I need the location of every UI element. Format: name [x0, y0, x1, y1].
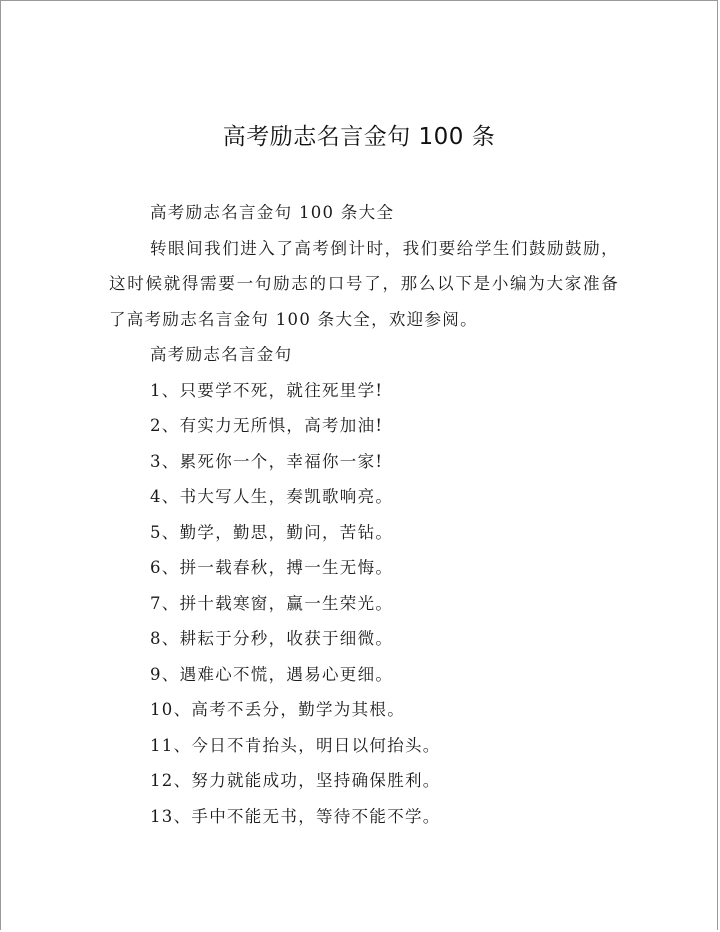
- quote-item: 11、今日不肯抬头，明日以何抬头。: [150, 735, 441, 755]
- quote-item: 3、累死你一个，幸福你一家!: [150, 451, 384, 471]
- quote-item: 9、遇难心不慌，遇易心更细。: [150, 664, 394, 684]
- quote-item: 13、手中不能无书，等待不能不学。: [150, 806, 441, 826]
- quote-item: 6、拼一载春秋，搏一生无悔。: [150, 558, 394, 577]
- quote-item: 8、耕耘于分秒，收获于细微。: [150, 629, 394, 648]
- document-title: 高考励志名言金句 100 条: [222, 124, 496, 150]
- section-heading: 高考励志名言金句: [150, 345, 293, 364]
- quote-item: 7、拼十载寒窗，赢一生荣光。: [150, 593, 394, 613]
- quote-item: 1、只要学不死，就往死里学!: [150, 380, 384, 400]
- quote-item: 5、勤学，勤思，勤问，苦钻。: [150, 522, 394, 542]
- quote-list: [109, 373, 619, 835]
- quote-item: 4、书大写人生，奏凯歌响亮。: [150, 487, 394, 506]
- subtitle-paragraph: 高考励志名言金句 100 条大全: [150, 203, 395, 222]
- quote-item: 2、有实力无所惧，高考加油!: [150, 416, 384, 435]
- intro-paragraph: 转眼间我们进入了高考倒计时，我们要给学生们鼓励鼓励，这时候就得需要一句励志的口号了，那么以下是小编为大家准备了高考励志名言金句 100 条大全，欢迎参阅。: [109, 238, 619, 329]
- quote-item: 12、努力就能成功，坚持确保胜利。: [150, 771, 441, 790]
- document-body: [109, 195, 619, 834]
- quote-item: 10、高考不丢分，勤学为其根。: [150, 700, 405, 719]
